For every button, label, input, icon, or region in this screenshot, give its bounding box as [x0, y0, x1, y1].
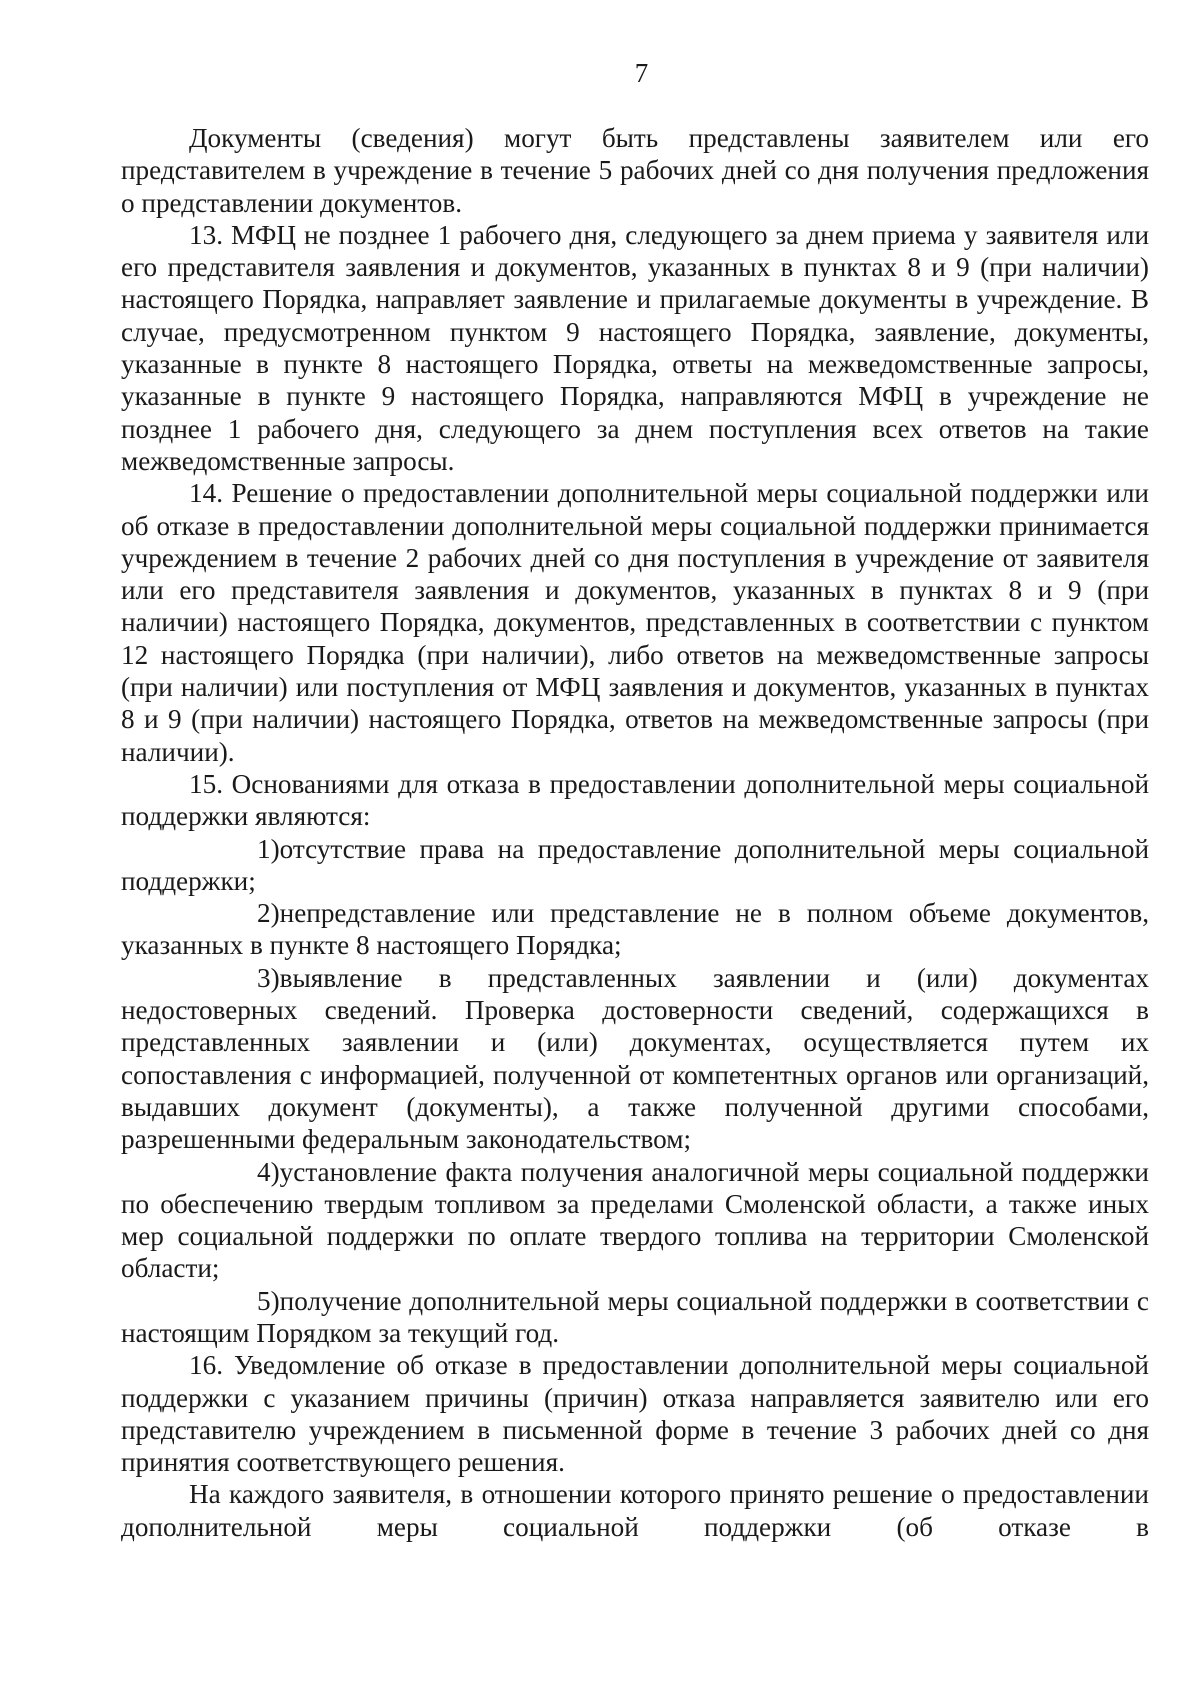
list-item-number: 4)	[257, 1156, 280, 1187]
list-item	[121, 962, 1149, 1156]
paragraph-documents-submission: Документы (сведения) могут быть представлены заявителем или его представителем в учреждение в течение 5 рабочих дней со дня получения предложения о представлении документов.	[121, 123, 1149, 218]
list-item	[121, 1285, 1149, 1350]
document-body	[121, 122, 1149, 1543]
paragraph-15: 15. Основаниями для отказа в предоставлении дополнительной меры социальной поддержки являются:	[121, 768, 1149, 832]
list-item-text: установление факта получения аналогичной меры социальной поддержки по обеспечению твердым топливом за пределами Смоленской области, а также иных мер социальной поддержки по оплате твердого топлива на территории Смоленской области;	[121, 1156, 1149, 1284]
list-item-text: выявление в представленных заявлении и (или) документах недостоверных сведений. Проверка достоверности сведений, содержащихся в представленных заявлении и (или) документах, осуществляется путем их сопоставления с информацией, полученной от компетентных органов или организаций, выдавших документ (документы), а также полученной другими способами, разрешенными федеральным законодательством;	[121, 962, 1149, 1155]
list-item-number: 1)	[257, 833, 280, 864]
paragraph-continuation: На каждого заявителя, в отношении которого принято решение о предоставлении дополнительной меры социальной поддержки (об отказе в	[121, 1479, 1149, 1542]
paragraph-13: 13. МФЦ не позднее 1 рабочего дня, следующего за днем приема у заявителя или его представителя заявления и документов, указанных в пунктах 8 и 9 (при наличии) настоящего Порядка, направляет заявление и прилагаемые документы в учреждение. В случае, предусмотренном пунктом 9 настоящего Порядка, заявление, документы, указанные в пункте 8 настоящего Порядка, ответы на межведомственные запросы, указанные в пункте 9 настоящего Порядка, направляются МФЦ в учреждение не позднее 1 рабочего дня, следующего за днем поступления всех ответов на такие межведомственные запросы.	[121, 219, 1149, 476]
list-item-text: непредставление или представление не в полном объеме документов, указанных в пункте 8 настоящего Порядка;	[121, 898, 1149, 961]
list-item	[121, 833, 1149, 898]
list-item	[121, 897, 1149, 962]
list-item-number: 3)	[257, 962, 280, 993]
paragraph-14: 14. Решение о предоставлении дополнительной меры социальной поддержки или об отказе в предоставлении дополнительной меры социальной поддержки принимается учреждением в течение 2 рабочих дней со дня поступления в учреждение от заявителя или его представителя заявления и документов, указанных в пунктах 8 и 9 (при наличии) настоящего Порядка, документов, представленных в соответствии с пунктом 12 настоящего Порядка (при наличии), либо ответов на межведомственные запросы (при наличии) или поступления от МФЦ заявления и документов, указанных в пунктах 8 и 9 (при наличии) настоящего Порядка, ответов на межведомственные запросы (при наличии).	[121, 478, 1149, 767]
list-item-text: отсутствие права на предоставление дополнительной меры социальной поддержки;	[121, 833, 1149, 896]
list-item-number: 2)	[257, 898, 280, 929]
list-item-text: получение дополнительной меры социальной поддержки в соответствии с настоящим Порядком за текущий год.	[121, 1285, 1149, 1348]
page-number: 7	[634, 58, 649, 88]
list-item	[121, 1156, 1149, 1285]
list-item-number: 5)	[257, 1285, 280, 1316]
paragraph-16: 16. Уведомление об отказе в предоставлении дополнительной меры социальной поддержки с указанием причины (причин) отказа направляется заявителю или его представителю учреждением в письменной форме в течение 3 рабочих дней со дня принятия соответствующего решения.	[121, 1350, 1149, 1478]
